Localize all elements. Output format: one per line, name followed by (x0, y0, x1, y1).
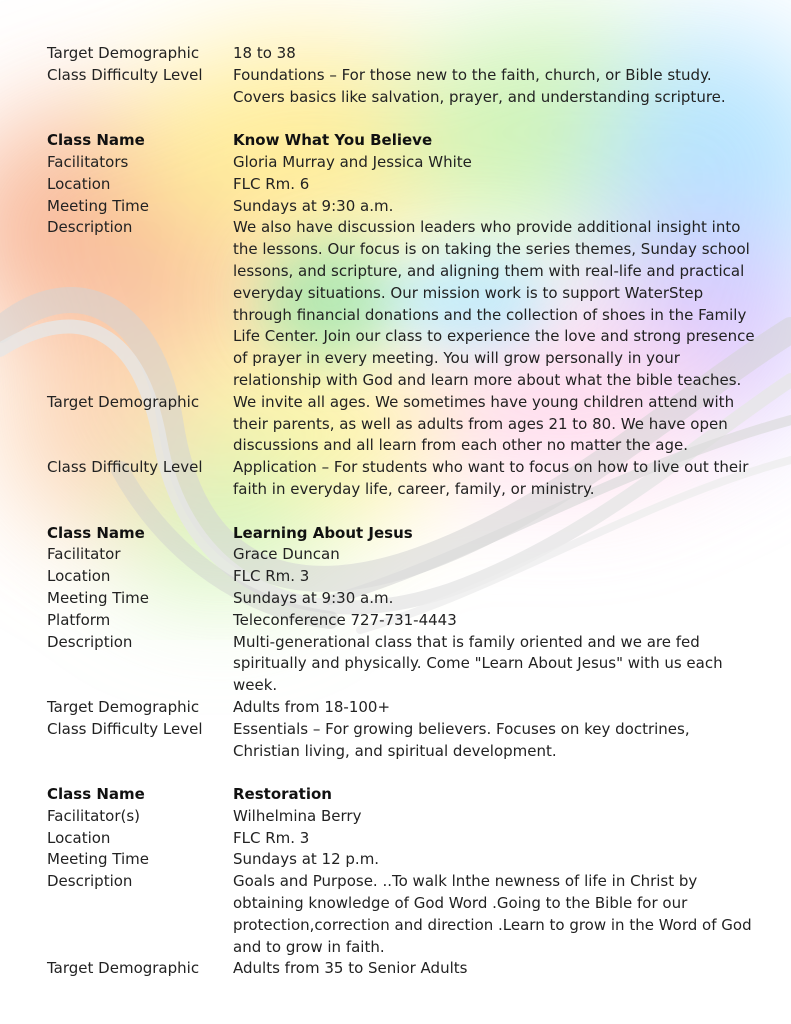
section-spacer (47, 762, 757, 784)
field-label: Class Difficulty Level (47, 65, 203, 84)
info-row (47, 958, 757, 980)
class-title: Learning About Jesus (233, 523, 413, 542)
field-value: We also have discussion leaders who provide additional insight into the lessons. Our focus is on taking the series themes, Sunday school lessons, and scripture, and aligning them with real-life and practical everyday situations. Our mission work is to support WaterStep through financial donations and the collection of shoes in the Family Life Center. Join our class to experience the love and strong presence of prayer in every meeting. You will grow personally in your relationship with God and learn more about what the bible teaches. (233, 218, 755, 389)
field-value: Sundays at 9:30 a.m. (233, 588, 394, 607)
field-label: Class Name (47, 131, 145, 150)
field-value: FLC Rm. 3 (233, 567, 310, 586)
field-value: Multi-generational class that is family oriented and we are fed spiritually and physically. Come "Learn About Jesus" with us each week. (233, 632, 723, 695)
info-row (47, 871, 757, 958)
field-label: Description (47, 872, 133, 891)
info-row (47, 588, 757, 610)
field-label: Location (47, 174, 111, 193)
info-row (47, 65, 757, 109)
field-value: Grace Duncan (233, 545, 340, 564)
field-label: Meeting Time (47, 588, 149, 607)
field-value: Sundays at 12 p.m. (233, 850, 380, 869)
field-value: Sundays at 9:30 a.m. (233, 196, 394, 215)
info-row (47, 806, 757, 828)
field-value: Adults from 35 to Senior Adults (233, 959, 468, 978)
section-spacer (47, 501, 757, 523)
info-row (47, 392, 757, 457)
field-label: Target Demographic (47, 392, 200, 411)
info-row (47, 566, 757, 588)
info-row (47, 697, 757, 719)
field-label: Location (47, 828, 111, 847)
info-row (47, 152, 757, 174)
field-label: Description (47, 632, 133, 651)
info-row (47, 632, 757, 697)
info-row (47, 457, 757, 501)
info-row (47, 610, 757, 632)
field-value: Foundations – For those new to the faith, church, or Bible study. Covers basics like salvation, prayer, and understanding scripture. (233, 65, 726, 106)
field-label: Description (47, 218, 133, 237)
info-row (47, 849, 757, 871)
field-label: Target Demographic (47, 44, 200, 62)
field-value: Wilhelmina Berry (233, 806, 362, 825)
field-value: 18 to 38 (233, 44, 296, 62)
class-name-row (47, 784, 757, 806)
field-label: Class Difficulty Level (47, 458, 203, 477)
info-row (47, 719, 757, 763)
field-label: Class Difficulty Level (47, 719, 203, 738)
field-label: Facilitators (47, 152, 129, 171)
field-label: Location (47, 567, 111, 586)
field-value: Essentials – For growing believers. Focuses on key doctrines, Christian living, and spiritual development. (233, 719, 690, 760)
field-label: Meeting Time (47, 850, 149, 869)
info-row (47, 174, 757, 196)
field-value: Adults from 18-100+ (233, 697, 391, 716)
field-value: FLC Rm. 3 (233, 828, 310, 847)
section-spacer (47, 108, 757, 130)
field-value: Teleconference 727-731-4443 (233, 610, 457, 629)
field-label: Target Demographic (47, 697, 200, 716)
class-name-row (47, 523, 757, 545)
field-value: Application – For students who want to focus on how to live out their faith in everyday life, career, family, or ministry. (233, 458, 749, 498)
field-label: Platform (47, 610, 111, 629)
field-value: FLC Rm. 6 (233, 174, 310, 193)
info-row (47, 196, 757, 218)
field-value: We invite all ages. We sometimes have young children attend with their parents, as well as adults from ages 21 to 80. We have open discussions and all learn from each other no matter the age. (233, 392, 735, 455)
info-row (47, 43, 757, 65)
field-label: Meeting Time (47, 196, 149, 215)
field-label: Target Demographic (47, 959, 200, 978)
info-row (47, 828, 757, 850)
class-title: Know What You Believe (233, 131, 433, 150)
class-title: Restoration (233, 785, 332, 804)
field-label: Class Name (47, 785, 145, 804)
class-listing (47, 43, 757, 980)
field-label: Facilitator(s) (47, 806, 141, 825)
field-label: Class Name (47, 523, 145, 542)
info-row (47, 544, 757, 566)
field-value: Goals and Purpose. ..To walk lnthe newness of life in Christ by obtaining knowledge of God Word .Going to the Bible for our protection,correction and direction .Learn to grow in the Word of God and to grow in faith. (233, 872, 752, 956)
field-label: Facilitator (47, 545, 121, 564)
field-value: Gloria Murray and Jessica White (233, 152, 472, 171)
info-row (47, 217, 757, 391)
class-name-row (47, 130, 757, 152)
